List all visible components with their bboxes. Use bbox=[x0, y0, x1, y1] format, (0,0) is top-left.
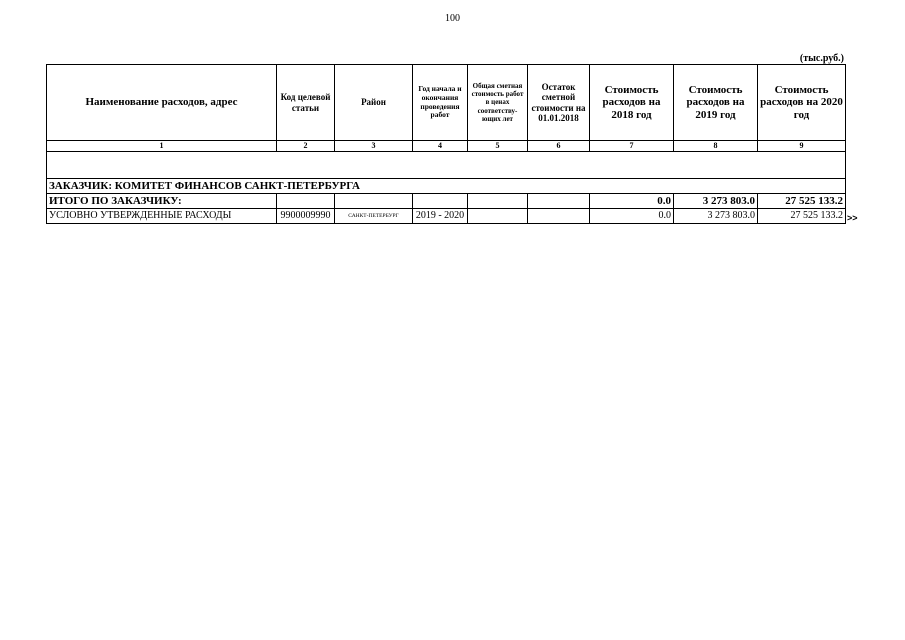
row-cost-2019: 3 273 803.0 bbox=[674, 209, 758, 224]
column-number: 5 bbox=[468, 141, 528, 152]
total-remainder-cell bbox=[528, 194, 590, 209]
row-cost-2018: 0.0 bbox=[590, 209, 674, 224]
header-cost-2018: Стоимость расходов на 2018 год bbox=[590, 65, 674, 141]
table-row bbox=[47, 209, 846, 224]
header-cost-2019: Стоимость расходов на 2019 год bbox=[674, 65, 758, 141]
header-district: Район bbox=[335, 65, 413, 141]
header-row bbox=[47, 65, 846, 141]
row-code: 9900009990 bbox=[277, 209, 335, 224]
column-number: 3 bbox=[335, 141, 413, 152]
column-number: 8 bbox=[674, 141, 758, 152]
total-label: ИТОГО ПО ЗАКАЗЧИКУ: bbox=[47, 194, 277, 209]
total-row bbox=[47, 194, 846, 209]
column-number: 2 bbox=[277, 141, 335, 152]
total-cost-2020: 27 525 133.2 bbox=[758, 194, 846, 209]
header-total-cost: Общая сметная стоимость работ в ценах соответству-ющих лет bbox=[468, 65, 528, 141]
row-district: САНКТ-ПЕТЕРБУРГ bbox=[335, 209, 413, 224]
header-name: Наименование расходов, адрес bbox=[47, 65, 277, 141]
row-cost-2020: 27 525 133.2 bbox=[758, 209, 846, 224]
total-cost-2018: 0.0 bbox=[590, 194, 674, 209]
total-code-cell bbox=[277, 194, 335, 209]
spacer-cell bbox=[47, 152, 846, 179]
total-cost-2019: 3 273 803.0 bbox=[674, 194, 758, 209]
customer-title: ЗАКАЗЧИК: КОМИТЕТ ФИНАНСОВ САНКТ-ПЕТЕРБУРГА bbox=[47, 179, 846, 194]
total-total-cost-cell bbox=[468, 194, 528, 209]
header-years: Год начала и окончания проведения работ bbox=[413, 65, 468, 141]
units-label: (тыс.руб.) bbox=[799, 53, 844, 64]
customer-row bbox=[47, 179, 846, 194]
column-number: 4 bbox=[413, 141, 468, 152]
total-district-cell bbox=[335, 194, 413, 209]
row-years: 2019 - 2020 bbox=[413, 209, 468, 224]
header-remainder: Остаток сметной стоимости на 01.01.2018 bbox=[528, 65, 590, 141]
header-code: Код целевой статьи bbox=[277, 65, 335, 141]
column-number: 7 bbox=[590, 141, 674, 152]
row-name: УСЛОВНО УТВЕРЖДЕННЫЕ РАСХОДЫ bbox=[47, 209, 277, 224]
column-number: 9 bbox=[758, 141, 846, 152]
column-number: 6 bbox=[528, 141, 590, 152]
page-number: 100 bbox=[445, 13, 460, 24]
total-years-cell bbox=[413, 194, 468, 209]
row-total-cost bbox=[468, 209, 528, 224]
spacer-row bbox=[47, 152, 846, 179]
header-cost-2020: Стоимость расходов на 2020 год bbox=[758, 65, 846, 141]
row-remainder bbox=[528, 209, 590, 224]
budget-table bbox=[46, 64, 846, 224]
continuation-marker: >> bbox=[847, 213, 858, 223]
column-number: 1 bbox=[47, 141, 277, 152]
column-number-row bbox=[47, 141, 846, 152]
